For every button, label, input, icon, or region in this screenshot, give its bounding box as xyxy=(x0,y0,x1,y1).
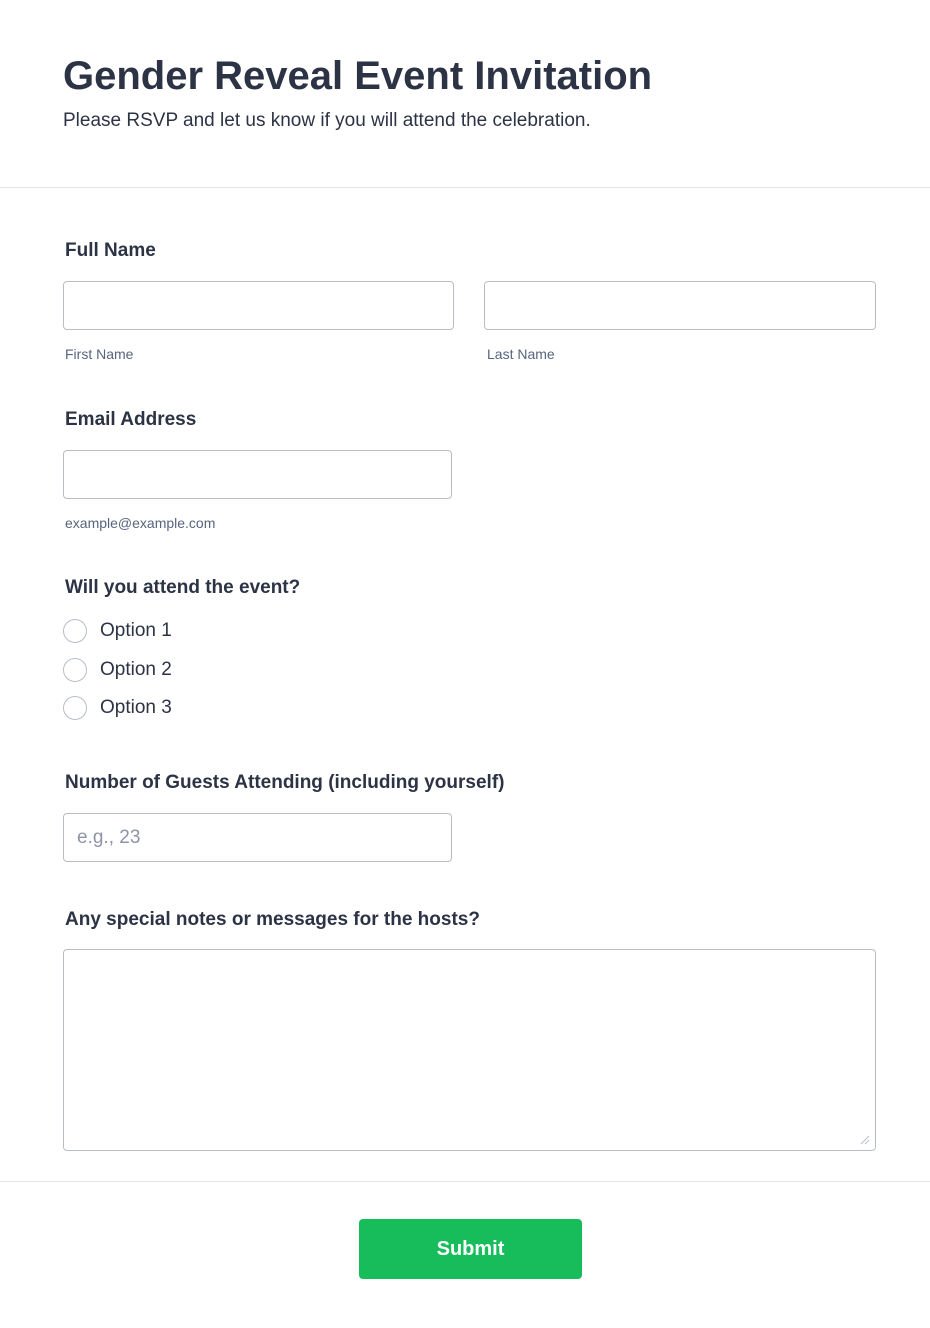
email-label: Email Address xyxy=(65,409,197,430)
form-header xyxy=(0,0,930,188)
last-name-sublabel: Last Name xyxy=(487,346,555,362)
guests-input[interactable] xyxy=(63,813,452,862)
guests-label: Number of Guests Attending (including yourself) xyxy=(65,772,505,793)
full-name-label: Full Name xyxy=(65,240,156,261)
email-input[interactable] xyxy=(63,450,452,499)
attend-option-1[interactable] xyxy=(63,618,172,644)
submit-button[interactable]: Submit xyxy=(359,1219,582,1279)
attend-option-label: Option 1 xyxy=(100,620,172,641)
radio-button[interactable] xyxy=(63,696,87,720)
attend-option-2[interactable] xyxy=(63,657,172,683)
notes-textarea[interactable] xyxy=(63,949,876,1151)
attend-option-3[interactable] xyxy=(63,695,172,721)
page-title: Gender Reveal Event Invitation xyxy=(63,54,653,98)
footer-divider xyxy=(0,1181,930,1182)
email-sublabel: example@example.com xyxy=(65,515,216,531)
resize-handle-icon[interactable] xyxy=(858,1133,870,1145)
first-name-sublabel: First Name xyxy=(65,346,134,362)
first-name-input[interactable] xyxy=(63,281,454,330)
attend-label: Will you attend the event? xyxy=(65,577,301,598)
attend-option-label: Option 3 xyxy=(100,697,172,718)
radio-button[interactable] xyxy=(63,658,87,682)
last-name-input[interactable] xyxy=(484,281,876,330)
attend-option-label: Option 2 xyxy=(100,659,172,680)
notes-label: Any special notes or messages for the hosts? xyxy=(65,909,480,930)
radio-button[interactable] xyxy=(63,619,87,643)
page-subtitle: Please RSVP and let us know if you will attend the celebration. xyxy=(63,110,591,131)
